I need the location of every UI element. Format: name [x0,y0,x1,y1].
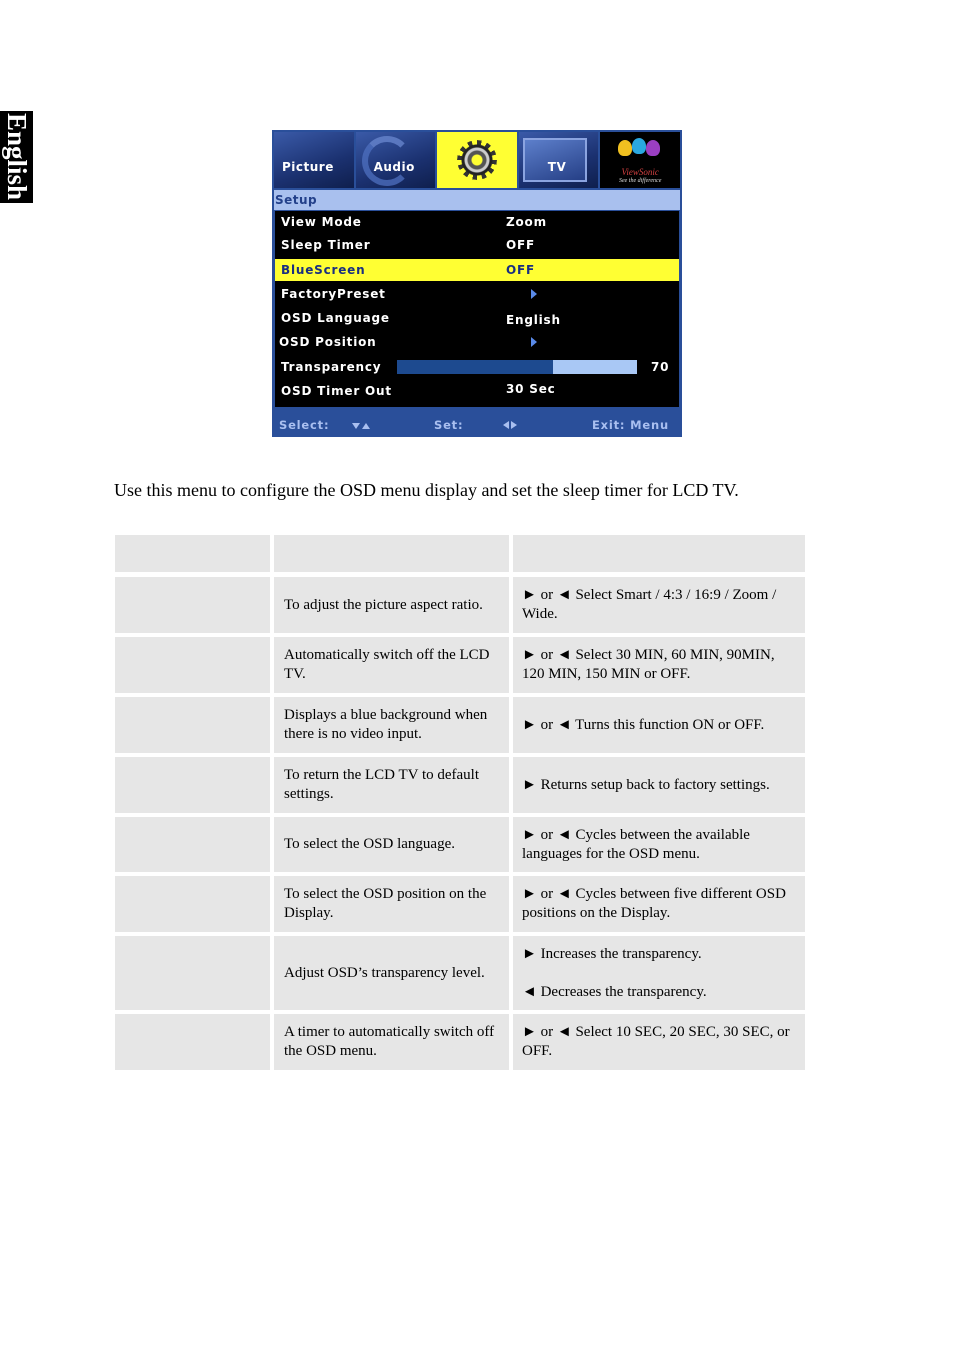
table-row [114,1014,806,1070]
chevron-right-icon [531,337,537,347]
table-header-row [114,535,806,572]
osd-tab-picture-label: Picture [282,160,334,174]
transparency-slider-fill [553,360,637,374]
osd-menu-screenshot [272,130,682,437]
osd-row-factory-preset[interactable] [275,283,679,305]
brand-tagline: See the difference [618,178,662,184]
osd-row-value: OFF [506,238,535,252]
table-cell-action-line: ◄ Decreases the transparency. [522,983,707,1000]
table-cell-setting [115,817,270,872]
table-row [114,817,806,872]
table-cell-action-line: ► Increases the transparency. [522,945,702,962]
left-right-arrows-icon [503,414,517,437]
transparency-value: 70 [651,360,670,374]
osd-row-value: 30 Sec [506,382,556,396]
osd-row-key: OSD Timer Out [281,384,392,398]
osd-row-osd-language[interactable] [275,307,679,329]
table-cell-description: To select the OSD position on the Display. [274,876,509,932]
table-row [114,637,806,693]
osd-footer-exit: Exit: Menu [592,418,669,432]
table-cell-setting [115,637,270,693]
osd-row-value: Zoom [506,215,547,229]
osd-row-osd-timer-out[interactable] [275,380,679,402]
osd-row-osd-position[interactable] [275,331,679,353]
osd-tab-setup[interactable] [437,132,517,188]
intro-paragraph: Use this menu to configure the OSD menu display and set the sleep timer for LCD TV. [114,480,739,500]
table-cell-description: To select the OSD language. [274,817,509,872]
osd-tab-audio-label: Audio [373,160,415,174]
table-cell-action: ► or ◄ Cycles between the available languages for the OSD menu. [513,817,805,872]
osd-row-key: View Mode [281,215,362,229]
bird-icon [632,138,646,154]
table-row [114,936,806,1010]
osd-footer [272,414,682,437]
table-cell-action: ► or ◄ Select Smart / 4:3 / 16:9 / Zoom / Wide. [513,577,805,633]
osd-row-key: BlueScreen [281,263,366,277]
table-cell-description: To adjust the picture aspect ratio. [274,577,509,633]
table-cell-description: Adjust OSD’s transparency level. [274,936,509,1010]
table-header-cell [115,535,270,572]
table-cell-description: Automatically switch off the LCD TV. [274,637,509,693]
table-cell-action: ► or ◄ Turns this function ON or OFF. [513,697,805,753]
table-cell-action [513,936,805,1010]
osd-row-key: Sleep Timer [281,238,371,252]
table-cell-setting [115,697,270,753]
table-cell-description: A timer to automatically switch off the OSD menu. [274,1014,509,1070]
osd-row-key: OSD Position [279,335,377,349]
transparency-slider[interactable] [397,360,637,374]
bird-icon [618,140,632,156]
table-cell-setting [115,936,270,1010]
table-cell-setting [115,876,270,932]
language-side-tab-label: English [2,113,32,201]
language-side-tab [0,111,33,203]
table-cell-action: ► or ◄ Select 30 MIN, 60 MIN, 90MIN, 120 MIN, 150 MIN or OFF. [513,637,805,693]
osd-tab-tv[interactable] [519,132,599,188]
osd-row-key: Transparency [281,360,382,374]
osd-tab-audio[interactable] [356,132,436,188]
chevron-right-icon [531,289,537,299]
osd-settings-list [275,211,679,407]
osd-row-view-mode[interactable] [275,211,679,233]
osd-section-title: Setup [274,190,680,210]
table-row [114,577,806,633]
osd-tab-tv-label: TV [547,160,567,174]
table-cell-setting [115,577,270,633]
table-row [114,876,806,932]
osd-row-value: OFF [506,263,535,277]
osd-tab-bar [274,132,680,188]
osd-footer-set: Set: [434,418,464,432]
osd-row-transparency[interactable] [275,356,679,378]
osd-row-value: English [506,313,561,327]
up-down-arrows-icon [352,414,370,437]
viewsonic-logo [600,132,680,188]
table-header-cell [513,535,805,572]
table-cell-description: Displays a blue background when there is no video input. [274,697,509,753]
osd-row-key: FactoryPreset [281,287,386,301]
gear-icon-center [460,143,494,177]
osd-row-key: OSD Language [281,311,390,325]
osd-footer-select: Select: [279,418,330,432]
table-cell-description: To return the LCD TV to default settings. [274,757,509,813]
brand-name: ViewSonic [621,167,659,177]
brand-logo-tile [600,132,680,188]
osd-row-sleep-timer[interactable] [275,234,679,256]
bird-icon [646,140,660,156]
table-row [114,757,806,813]
table-cell-setting [115,1014,270,1070]
osd-row-bluescreen[interactable] [275,259,679,281]
osd-tab-picture[interactable] [274,132,354,188]
table-cell-setting [115,757,270,813]
table-header-cell [274,535,509,572]
table-cell-action: ► or ◄ Select 10 SEC, 20 SEC, 30 SEC, or OFF. [513,1014,805,1070]
table-cell-action: ► or ◄ Cycles between five different OSD positions on the Display. [513,876,805,932]
table-row [114,697,806,753]
table-cell-action: ► Returns setup back to factory settings. [513,757,805,813]
